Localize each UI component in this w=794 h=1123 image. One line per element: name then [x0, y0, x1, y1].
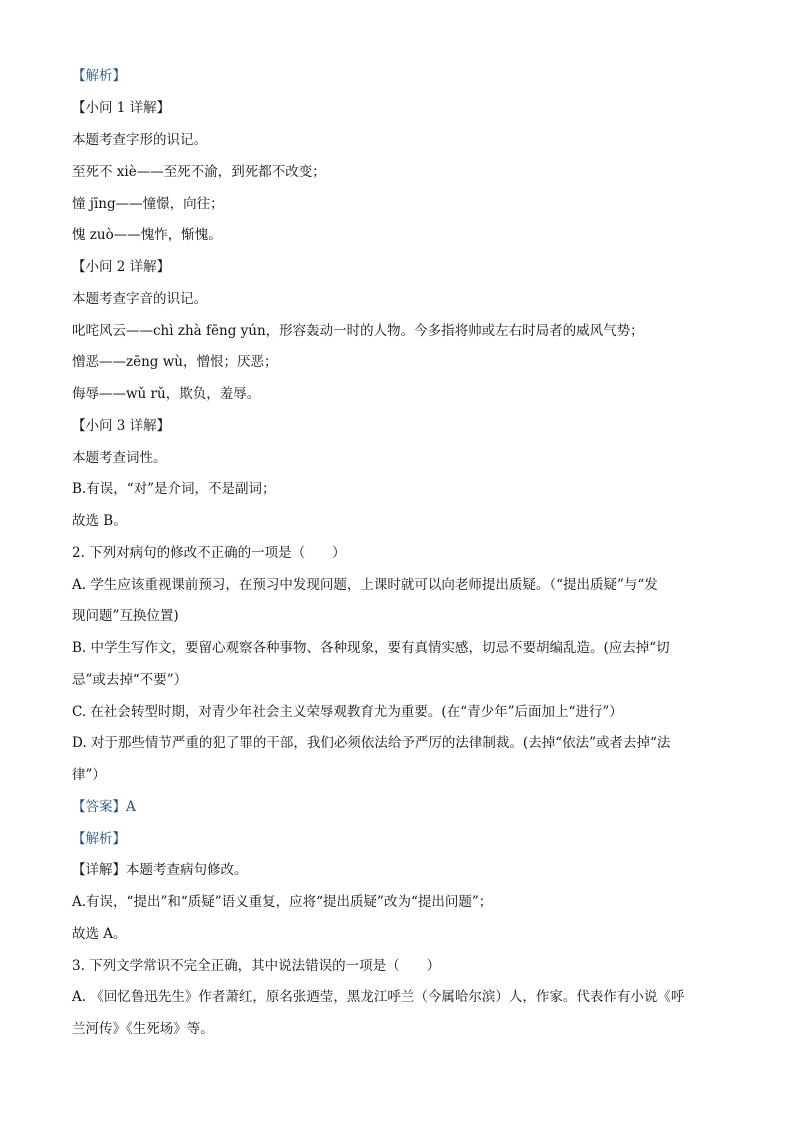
text-line: 至死不 xiè——至死不渝，到死都不改变； [72, 164, 326, 180]
option-b-cont: 忌”或去掉“不要”） [72, 672, 188, 688]
text-line: 侮辱——wǔ rǔ，欺负，羞辱。 [72, 386, 261, 402]
detail-heading: 【详解】本题考查病句修改。 [72, 862, 248, 878]
option-a: A. 《回忆鲁迅先生》作者萧红，原名张迺莹，黑龙江呼兰（今属哈尔滨）人，作家。代表作有小说《呼 [72, 989, 685, 1005]
text-line: 憧 jīng——憧憬，向往； [72, 196, 224, 212]
option-c: C. 在社会转型时期，对青少年社会主义荣辱观教育尤为重要。(在“青少年”后面加上“进行”） [72, 704, 623, 720]
option-d-cont: 律”） [72, 767, 106, 783]
text-line: 故选 A。 [72, 926, 127, 942]
analysis-heading-2: 【解析】 [72, 831, 126, 847]
text-line: 愧 zuò——愧怍，惭愧。 [72, 227, 222, 243]
text-line: 憎恶——zēng wù，憎恨；厌恶； [72, 354, 278, 370]
subquestion-2-heading: 【小问 2 详解】 [72, 259, 171, 275]
subquestion-1-heading: 【小问 1 详解】 [72, 100, 171, 116]
text-line: 本题考查字音的识记。 [72, 291, 207, 307]
subquestion-3-heading: 【小问 3 详解】 [72, 418, 171, 434]
option-a: A. 学生应该重视课前预习，在预习中发现问题，上课时就可以向老师提出质疑。（“提出质疑”与“发 [72, 577, 658, 593]
text-line: B.有误，“对”是介词，不是副词； [72, 481, 276, 497]
question-2-stem: 2. 下列对病句的修改不正确的一项是（ ） [72, 545, 346, 561]
question-3-stem: 3. 下列文学常识不完全正确，其中说法错误的一项是（ ） [72, 958, 441, 974]
text-line: 本题考查词性。 [72, 450, 167, 466]
option-a-cont: 现问题”互换位置) [72, 608, 179, 624]
answer-label: 【答案】A [72, 799, 136, 815]
text-line: 叱咤风云——chì zhà fēng yún，形容轰动一时的人物。今多指将帅或左右时局者的威风气势； [72, 323, 644, 339]
text-line: 本题考查字形的识记。 [72, 132, 207, 148]
option-b: B. 中学生写作文，要留心观察各种事物、各种现象，要有真情实感，切忌不要胡编乱造。(应去掉“切 [72, 640, 670, 656]
text-line: A.有误，“提出”和“质疑”语义重复，应将“提出质疑”改为“提出问题”； [72, 894, 493, 910]
text-line: 故选 B。 [72, 513, 127, 529]
option-a-cont: 兰河传》《生死场》等。 [72, 1021, 214, 1037]
option-d: D. 对于那些情节严重的犯了罪的干部，我们必须依法给予严厉的法律制裁。(去掉“依法”或者去掉“法 [72, 735, 671, 751]
analysis-heading-1: 【解析】 [72, 68, 126, 84]
